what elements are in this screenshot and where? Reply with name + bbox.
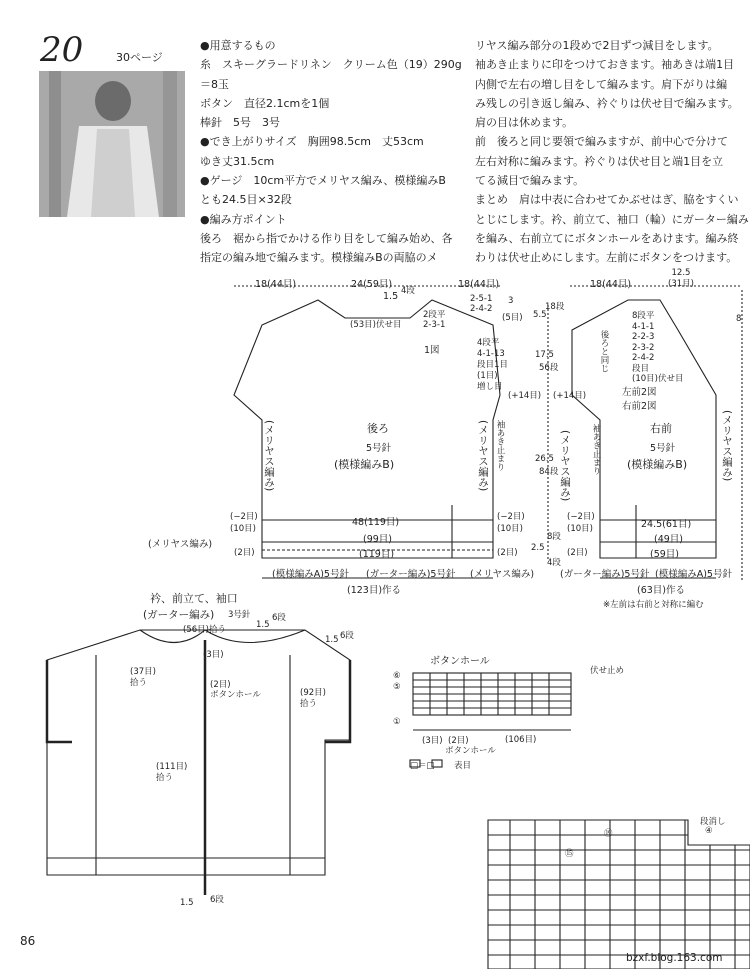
height-4-rows: 4段 bbox=[547, 558, 561, 568]
chart-dankeshi: 段消し bbox=[700, 817, 726, 827]
chart-row-4: ④ bbox=[705, 826, 713, 836]
meriyasu-left: (メリヤス編み) bbox=[148, 539, 213, 550]
back-w119: (119目) bbox=[359, 549, 395, 560]
text-line: わりは伏せ止めにします。左前にボタンをつけます。 bbox=[475, 251, 738, 265]
height-2-5: 2.5 bbox=[531, 543, 545, 553]
front-width-right: 12.5 (31目) bbox=[668, 268, 694, 289]
text-line: ●用意するもの bbox=[200, 39, 276, 52]
shoulder-rows: 4段 bbox=[401, 286, 415, 296]
figure-2-left: 左前2図 bbox=[622, 387, 657, 398]
back-width-48: 48(119目) bbox=[352, 517, 400, 528]
height-8-rows: 8段 bbox=[547, 532, 561, 542]
back-title: 後ろ bbox=[367, 422, 389, 435]
text-line: ＝8玉 bbox=[200, 77, 229, 91]
text-line: 左右対称に編みます。衿ぐりは伏せ目と端1目を立 bbox=[475, 154, 724, 168]
back-hem-a: (模様編みA)5号針 bbox=[272, 569, 349, 580]
finishing-needle: 3号針 bbox=[228, 610, 251, 620]
back-minus2-right: (−2目) bbox=[497, 512, 525, 522]
height-84-rows: 84段 bbox=[539, 467, 559, 477]
front-title: 右前 bbox=[650, 422, 672, 435]
figure-2-right: 右前2図 bbox=[622, 401, 657, 412]
height-17-5: 17.5 bbox=[535, 350, 554, 360]
chart-row-1: ① bbox=[393, 717, 401, 727]
watermark: bzxf.blog.163.com bbox=[626, 952, 723, 964]
buttonhole-label: ボタンホール bbox=[445, 746, 496, 756]
back-minus2-left: (−2目) bbox=[230, 512, 258, 522]
text-line: ●ゲージ 10cm平方でメリヤス編み、模様編みB bbox=[200, 174, 446, 188]
text-line: 袖あき止まりに印をつけておきます。袖あきは端1目 bbox=[475, 58, 735, 72]
back-width-center: 24(59目) bbox=[351, 279, 393, 290]
same-as-back: 後ろと同じ bbox=[599, 330, 609, 373]
front-minus2: (−2目) bbox=[567, 512, 595, 522]
text-line: 棒針 5号 3号 bbox=[200, 116, 280, 130]
neck-decrease: 2段平 2-3-1 bbox=[423, 310, 446, 330]
front-edge-8: 8 bbox=[736, 314, 742, 324]
rib-6-c: 6段 bbox=[210, 895, 224, 905]
pick-92: (92目) 拾う bbox=[300, 688, 326, 709]
back-pattern: (模様編みB) bbox=[334, 458, 395, 471]
plus14-front: (+14目) bbox=[553, 391, 587, 401]
text-line: とも24.5目×32段 bbox=[200, 193, 292, 207]
shoulder-cm: 1.5 bbox=[383, 291, 399, 302]
mirror-note: ※左前は右前と対称に編む bbox=[603, 600, 704, 610]
buttonhole-title: ボタンホール bbox=[430, 656, 490, 667]
buttonhole-bind: 伏せ止め bbox=[590, 666, 625, 676]
legend-symbol: □＝□ bbox=[410, 761, 435, 771]
back-two-left: (2目) bbox=[234, 548, 255, 558]
pattern-number: 20 bbox=[40, 30, 84, 70]
front-w49: (49目) bbox=[654, 534, 684, 545]
pick-111: (111目) 拾う bbox=[156, 762, 188, 783]
rib-1-5-b: 1.5 bbox=[325, 635, 339, 645]
chart-row-19: ⑲ bbox=[604, 829, 613, 839]
back-ten-right: (10目) bbox=[497, 524, 523, 534]
neck-bind-off: (53目)伏せ目 bbox=[350, 320, 402, 330]
rib-1-5-c: 1.5 bbox=[180, 898, 194, 908]
shoulder-3: 3 bbox=[508, 296, 514, 306]
finishing-two: (2目) bbox=[210, 680, 231, 690]
text-line: 後ろ 裾から指でかける作り目をして編み始め、各 bbox=[200, 231, 453, 245]
chart-row-6: ⑥ bbox=[393, 671, 401, 681]
rib-6-b: 6段 bbox=[340, 631, 354, 641]
text-line: とじにします。衿、前立て、袖口（輪）にガーター編み bbox=[475, 212, 749, 226]
buttonhole-three: (3目) bbox=[422, 736, 443, 746]
back-hem-m: (メリヤス編み) bbox=[470, 569, 535, 580]
height-56-rows: 56段 bbox=[539, 363, 559, 373]
shoulder-5: (5目) bbox=[502, 313, 523, 323]
text-line: てる減目で編みます。 bbox=[475, 174, 585, 188]
front-side-right: (メリヤス編み) bbox=[721, 410, 733, 482]
back-two-right: (2目) bbox=[497, 548, 518, 558]
front-two: (2目) bbox=[567, 548, 588, 558]
legend-label: 表目 bbox=[454, 761, 472, 771]
front-needle: 5号針 bbox=[650, 443, 676, 454]
buttonhole-two: (2目) bbox=[448, 736, 469, 746]
text-line: ●編み方ポイント bbox=[200, 212, 287, 226]
page-number: 86 bbox=[20, 934, 36, 948]
back-hem-g: (ガーター編み)5号針 bbox=[366, 569, 456, 580]
finishing-three: (3目) bbox=[203, 650, 224, 660]
back-cast-on: (123目)作る bbox=[347, 585, 402, 596]
back-w99: (99目) bbox=[363, 534, 393, 545]
finishing-sub: (ガーター編み) bbox=[143, 609, 215, 621]
text-line: 糸 スキーグラードリネン クリーム色（19）290g bbox=[200, 58, 462, 72]
text-line: 前 後ろと同じ要領で編みますが、前中心で分けて bbox=[475, 135, 728, 149]
pick-37: (37目) 拾う bbox=[130, 667, 156, 688]
front-side: (メリヤス編み) bbox=[559, 430, 571, 502]
back-side-right: (メリヤス編み) bbox=[477, 420, 489, 492]
rib-6-a: 6段 bbox=[272, 613, 286, 623]
front-ten: (10目) bbox=[567, 524, 593, 534]
back-side-left: (メリヤス編み) bbox=[263, 420, 275, 492]
height-26-5: 26.5 bbox=[535, 454, 554, 464]
chart-row-5: ⑤ bbox=[393, 682, 401, 692]
text-line: ボタン 直径2.1cmを1個 bbox=[200, 96, 330, 110]
text-line: リヤス編み部分の1段めで2目ずつ減目をします。 bbox=[475, 39, 719, 52]
shoulder-steps: 2-5-1 2-4-2 bbox=[470, 294, 493, 314]
front-hem-a: (模様編みA)5号針 bbox=[655, 569, 732, 580]
front-cast-on: (63目)作る bbox=[637, 585, 686, 596]
figure-1-label: 1図 bbox=[424, 345, 440, 356]
chart-row-15: ⑮ bbox=[565, 849, 574, 859]
text-line: ●でき上がりサイズ 胸囲98.5cm 丈53cm bbox=[200, 135, 424, 149]
text-line: ゆき丈31.5cm bbox=[200, 154, 275, 168]
sleeve-stop-left: 袖あき止まり bbox=[495, 420, 505, 471]
finishing-title: 衿、前立て、袖口 bbox=[150, 592, 238, 605]
front-hem-g: (ガーター編み)5号針 bbox=[560, 569, 650, 580]
text-line: まとめ 肩は中表に合わせてかぶせはぎ、脇をすくい bbox=[475, 193, 739, 207]
front-width-left: 18(44目) bbox=[590, 279, 632, 290]
text-line: 肩の目は休めます。 bbox=[475, 116, 574, 130]
finishing-buttonhole: ボタンホール bbox=[210, 690, 261, 700]
text-line: を編み、右前立てにボタンホールをあけます。編み終 bbox=[475, 231, 739, 245]
front-w245: 24.5(61目) bbox=[641, 519, 692, 530]
front-neck-steps: 8段平 4-1-1 2-2-3 2-3-2 2-4-2 段目 (10目)伏せ目 bbox=[632, 311, 684, 384]
back-width-right: 18(44目) bbox=[458, 279, 500, 290]
front-pattern: (模様編みB) bbox=[627, 458, 688, 471]
rib-1-5-a: 1.5 bbox=[256, 620, 270, 630]
height-18-rows: 18段 bbox=[545, 302, 565, 312]
back-width-left: 18(44目) bbox=[255, 279, 297, 290]
text-line: 内側で左右の増し目をして編みます。肩下がりは編 bbox=[475, 77, 728, 91]
page-reference: 30ページ bbox=[116, 51, 163, 64]
back-needle: 5号針 bbox=[366, 443, 392, 454]
text-line: 指定の編み地で編みます。模様編みBの両脇のメ bbox=[200, 251, 438, 265]
text-line: み残しの引き返し編み、衿ぐりは伏せ目で編みます。 bbox=[475, 96, 739, 110]
front-w59: (59目) bbox=[650, 549, 680, 560]
plus14-back: (+14目) bbox=[508, 391, 542, 401]
back-ten-left: (10目) bbox=[230, 524, 256, 534]
buttonhole-count: (106目) bbox=[505, 735, 537, 745]
sleeve-stop-right: 袖あき止まり bbox=[591, 424, 601, 475]
height-5-5: 5.5 bbox=[533, 310, 547, 320]
pick-56: (56目)拾う bbox=[183, 625, 226, 635]
sleeve-increase: 4段平 4-1-13 段目1目 (1目) 増し目 bbox=[477, 338, 508, 392]
